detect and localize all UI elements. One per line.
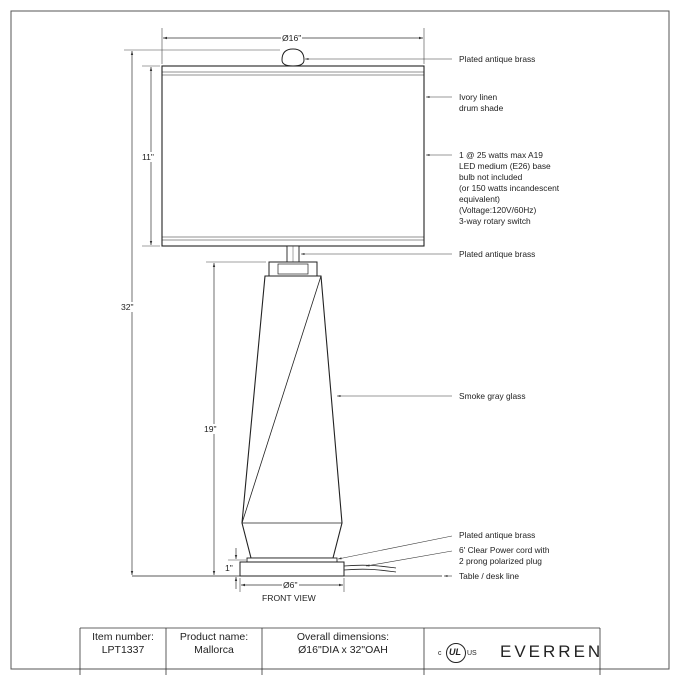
- dim-shade-height-label: 11": [142, 152, 154, 162]
- overall-dimensions-value: Ø16"DIA x 32"OAH: [298, 644, 388, 656]
- dim-shade-width-label: Ø16": [282, 33, 302, 43]
- callout-shade: Ivory linen drum shade: [459, 92, 504, 113]
- product-name-value: Mallorca: [194, 644, 234, 656]
- brand-logo: EVERREN: [500, 642, 604, 661]
- leader-cord: [366, 551, 452, 566]
- finial-knob: [282, 49, 304, 66]
- ul-cert-prefix: c: [438, 650, 442, 657]
- base-plinth: [240, 562, 344, 576]
- dim-plinth-height-label: 1": [225, 563, 233, 573]
- callout-table: Table / desk line: [459, 571, 520, 581]
- overall-dimensions-label: Overall dimensions:: [296, 631, 390, 643]
- callout-foot: Plated antique brass: [459, 530, 536, 540]
- view-label: FRONT VIEW: [262, 593, 316, 603]
- brass-foot: [247, 558, 337, 562]
- callout-cord: 6' Clear Power cord with 2 prong polarized plug: [459, 545, 550, 566]
- ul-cert-mark: UL: [449, 647, 461, 657]
- callout-finial: Plated antique brass: [459, 54, 536, 64]
- product-name-label: Product name:: [179, 631, 249, 643]
- product-name-cell: [166, 631, 262, 673]
- item-number-value: LPT1337: [101, 644, 145, 656]
- callout-bulb: 1 @ 25 watts max A19 LED medium (E26) base bulb not included (or 150 watts incandescent equivalent) (Voltage:120V/60Hz) 3-way rotary switch: [459, 150, 560, 226]
- dim-base-height-label: 19": [204, 424, 217, 434]
- item-number-cell: [80, 631, 166, 673]
- callout-neck: Plated antique brass: [459, 249, 536, 259]
- glass-body: [242, 276, 342, 558]
- item-number-label: Item number:: [92, 631, 154, 643]
- drum-shade: [162, 66, 424, 246]
- leader-foot: [338, 536, 452, 559]
- ul-cert-suffix: US: [467, 650, 477, 657]
- dim-base-width-label: Ø6": [283, 580, 298, 590]
- callout-body: Smoke gray glass: [459, 391, 526, 401]
- dim-overall-height-label: 32": [121, 302, 134, 312]
- overall-dimensions-cell: [262, 631, 424, 673]
